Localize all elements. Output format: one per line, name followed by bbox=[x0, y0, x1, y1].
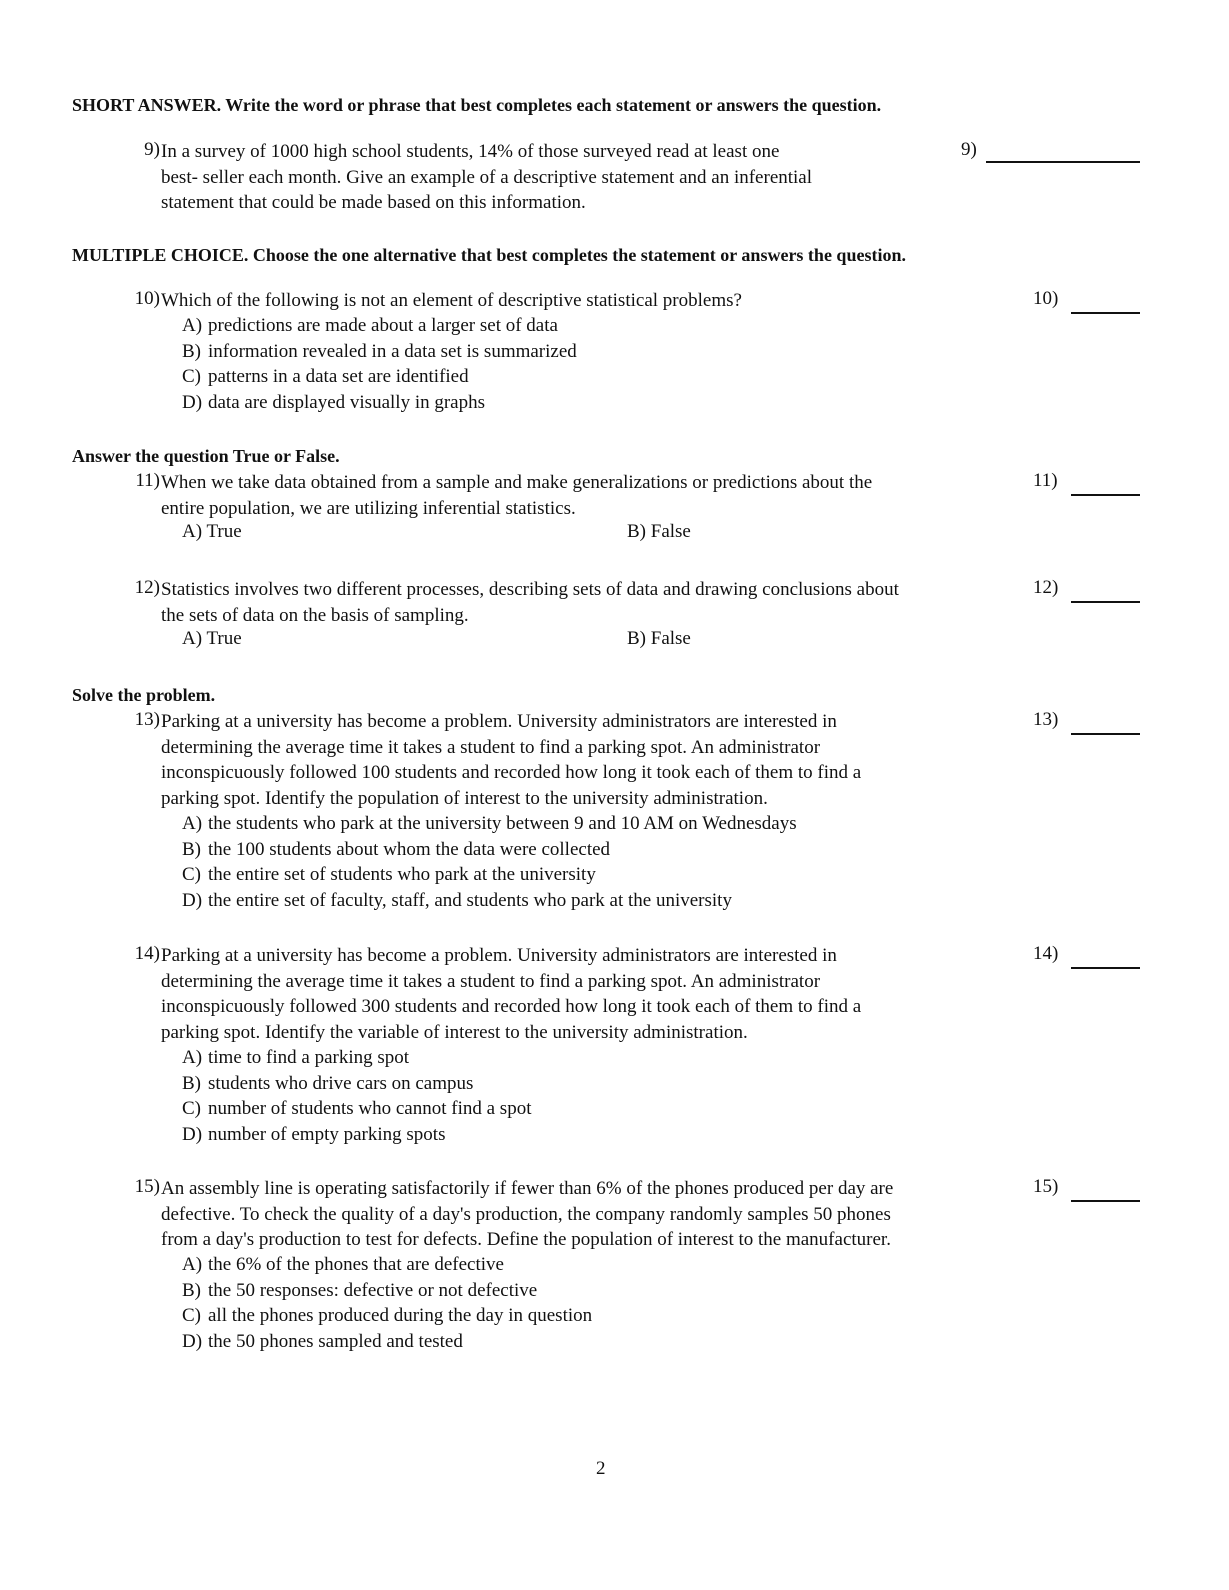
answer-blank-13[interactable] bbox=[1071, 733, 1140, 735]
question-line: When we take data obtained from a sample and make generalizations or predictions about the bbox=[161, 472, 873, 493]
question-line: determining the average time it takes a student to find a parking spot. An administrator bbox=[161, 970, 821, 992]
question-line: inconspicuously followed 300 students and recorded how long it took each of them to find a bbox=[161, 996, 862, 1017]
option-b[interactable]: B) students who drive cars on campus bbox=[182, 1072, 474, 1094]
option-a[interactable]: A) the students who park at the university between 9 and 10 AM on Wednesdays bbox=[182, 813, 797, 834]
question-line: In a survey of 1000 high school students, 14% of those surveyed read at least one bbox=[161, 141, 780, 162]
option-d[interactable]: D) data are displayed visually in graphs bbox=[182, 391, 486, 413]
option-b[interactable]: B) information revealed in a data set is summarized bbox=[182, 340, 577, 362]
option-d[interactable]: D) number of empty parking spots bbox=[182, 1123, 446, 1145]
question-number: 12) bbox=[134, 577, 160, 598]
option-c[interactable]: C) all the phones produced during the day in question bbox=[182, 1305, 593, 1326]
question-text bbox=[161, 470, 872, 521]
question-line: Parking at a university has become a problem. University administrators are interested in bbox=[161, 711, 837, 732]
question-line: statement that could be made based on this information. bbox=[161, 192, 586, 213]
question-line: parking spot. Identify the population of interest to the university administration. bbox=[161, 787, 768, 809]
option-a[interactable]: A) time to find a parking spot bbox=[182, 1047, 410, 1068]
option-d[interactable]: D) the entire set of faculty, staff, and students who park at the university bbox=[182, 889, 732, 911]
question-number: 15) bbox=[134, 1176, 160, 1197]
answer-label-12: 12) bbox=[1033, 577, 1059, 598]
option-b[interactable]: B) the 100 students about whom the data were collected bbox=[182, 838, 611, 860]
answer-blank-11[interactable] bbox=[1071, 494, 1140, 496]
question-text bbox=[161, 943, 861, 1045]
question-line: entire population, we are utilizing inferential statistics. bbox=[161, 497, 576, 519]
question-line: the sets of data on the basis of sampling. bbox=[161, 604, 469, 626]
question-text bbox=[161, 288, 742, 314]
question-line: Parking at a university has become a problem. University administrators are interested in bbox=[161, 945, 837, 966]
option-a[interactable]: A) predictions are made about a larger set of data bbox=[182, 315, 558, 336]
options-list bbox=[182, 1045, 531, 1147]
question-number: 14) bbox=[134, 943, 160, 964]
question-line: An assembly line is operating satisfactorily if fewer than 6% of the phones produced per day are bbox=[161, 1178, 894, 1199]
question-line: inconspicuously followed 100 students and recorded how long it took each of them to find a bbox=[161, 762, 862, 783]
question-number: 9) bbox=[144, 139, 160, 160]
option-a[interactable]: A) the 6% of the phones that are defective bbox=[182, 1254, 504, 1275]
question-line: Which of the following is not an element of descriptive statistical problems? bbox=[161, 290, 742, 311]
answer-blank-10[interactable] bbox=[1071, 312, 1140, 314]
question-line: parking spot. Identify the variable of interest to the university administration. bbox=[161, 1021, 748, 1043]
section-header-short-answer: SHORT ANSWER. Write the word or phrase that best completes each statement or answers the question. bbox=[72, 95, 882, 115]
option-c[interactable]: C) the entire set of students who park at the university bbox=[182, 864, 596, 885]
options-list bbox=[182, 1252, 592, 1354]
answer-label-11: 11) bbox=[1033, 470, 1058, 491]
answer-label-14: 14) bbox=[1033, 943, 1059, 964]
answer-blank-12[interactable] bbox=[1071, 601, 1140, 603]
option-c[interactable]: C) number of students who cannot find a spot bbox=[182, 1098, 532, 1119]
question-line: defective. To check the quality of a day's production, the company randomly samples 50 phones bbox=[161, 1203, 891, 1225]
question-line: from a day's production to test for defects. Define the population of interest to the manufacturer. bbox=[161, 1229, 891, 1250]
question-number: 11) bbox=[135, 470, 160, 491]
option-false[interactable]: B) False bbox=[627, 628, 691, 649]
answer-label-10: 10) bbox=[1033, 288, 1059, 309]
question-line: best- seller each month. Give an example of a descriptive statement and an inferential bbox=[161, 166, 813, 188]
option-d[interactable]: D) the 50 phones sampled and tested bbox=[182, 1330, 463, 1352]
question-line: Statistics involves two different processes, describing sets of data and drawing conclusions about bbox=[161, 579, 899, 600]
option-true[interactable]: A) True bbox=[182, 521, 242, 542]
options-list bbox=[182, 811, 797, 913]
question-line: determining the average time it takes a student to find a parking spot. An administrator bbox=[161, 736, 821, 758]
option-true[interactable]: A) True bbox=[182, 628, 242, 649]
question-text bbox=[161, 709, 861, 811]
section-header-solve: Solve the problem. bbox=[72, 685, 216, 705]
section-header-true-false: Answer the question True or False. bbox=[72, 446, 340, 466]
answer-label-9: 9) bbox=[961, 139, 977, 160]
option-b[interactable]: B) the 50 responses: defective or not defective bbox=[182, 1279, 538, 1301]
answer-blank-14[interactable] bbox=[1071, 967, 1140, 969]
option-false[interactable]: B) False bbox=[627, 521, 691, 542]
question-text bbox=[161, 1176, 893, 1253]
question-number: 13) bbox=[134, 709, 160, 730]
answer-label-15: 15) bbox=[1033, 1176, 1059, 1197]
question-text bbox=[161, 577, 899, 628]
page-number: 2 bbox=[596, 1458, 606, 1479]
question-number: 10) bbox=[134, 288, 160, 309]
question-text bbox=[161, 139, 812, 216]
answer-label-13: 13) bbox=[1033, 709, 1059, 730]
section-header-multiple-choice: MULTIPLE CHOICE. Choose the one alternative that best completes the statement or answers the question. bbox=[72, 245, 906, 265]
options-list bbox=[182, 313, 577, 415]
option-c[interactable]: C) patterns in a data set are identified bbox=[182, 366, 469, 387]
answer-blank-9[interactable] bbox=[986, 161, 1140, 163]
answer-blank-15[interactable] bbox=[1071, 1200, 1140, 1202]
